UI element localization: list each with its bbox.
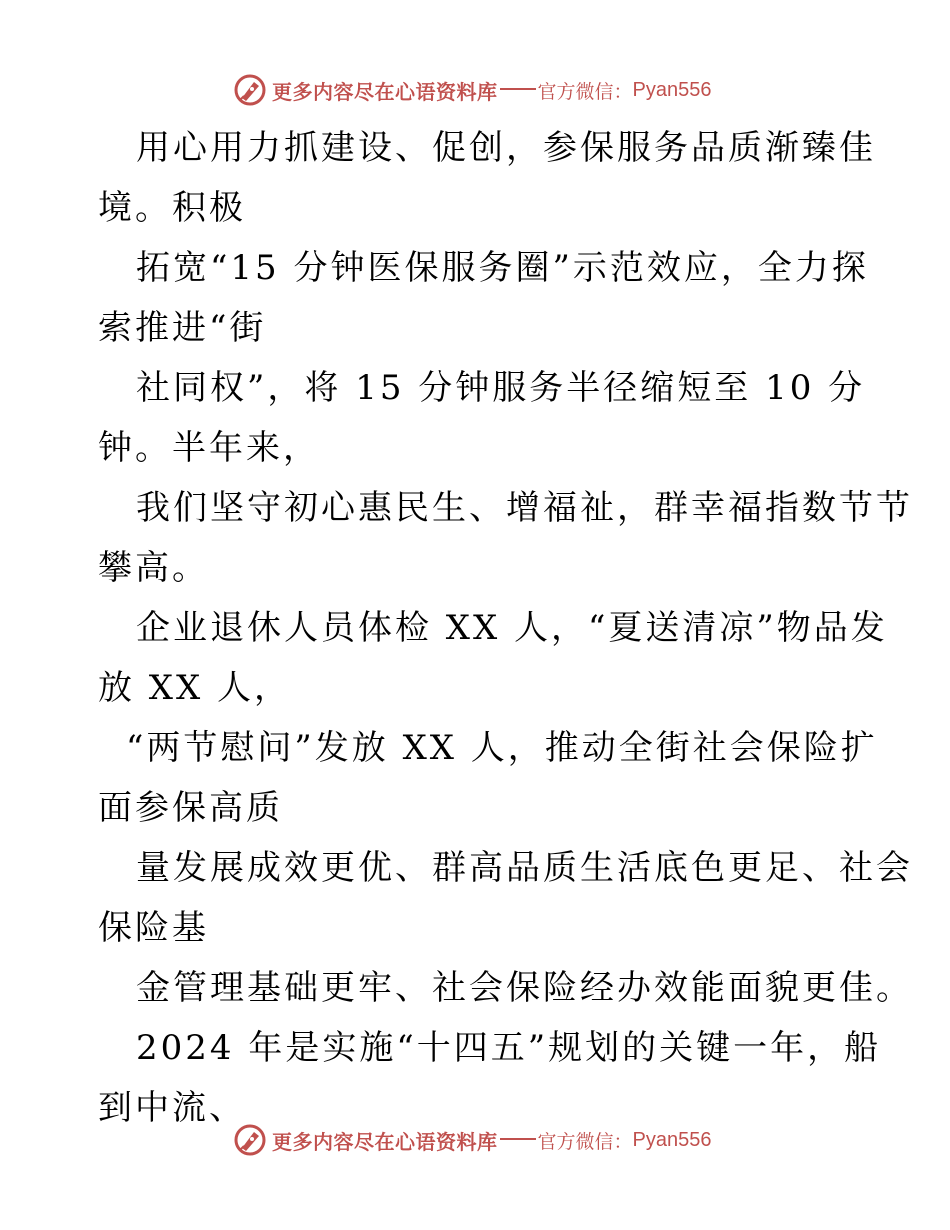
text-line: 社同权”，将 15 分钟服务半径缩短至 10 分 xyxy=(136,368,866,408)
text-line: 拓宽“15 分钟医保服务圈”示范效应，全力探 xyxy=(136,248,869,288)
footer-wechat-id: Pyan556 xyxy=(632,1128,712,1151)
text-line: 到中流、 xyxy=(98,1088,246,1128)
text-line: 企业退休人员体检 XX 人，“夏送清凉”物品发 xyxy=(136,608,888,648)
footer-wechat-label: 官方微信： xyxy=(537,1130,633,1153)
pen-nib-circle-icon xyxy=(232,72,268,108)
header-brand-text: 更多内容尽在心语资料库 xyxy=(272,79,498,104)
text-line: 钟。半年来， xyxy=(98,428,320,468)
header-wechat-label: 官方微信： xyxy=(537,80,633,103)
text-line: “两节慰问”发放 XX 人，推动全街社会保险扩 xyxy=(126,728,878,768)
header-banner xyxy=(232,70,752,110)
footer-dash-divider xyxy=(500,1138,536,1140)
text-line: 量发展成效更优、群高品质生活底色更足、社会 xyxy=(136,848,913,888)
text-line: 我们坚守初心惠民生、增福祉，群幸福指数节节 xyxy=(136,488,913,528)
document-body xyxy=(98,118,913,1138)
text-line: 面参保高质 xyxy=(98,788,283,828)
header-dash-divider xyxy=(500,88,536,90)
text-line: 放 XX 人， xyxy=(98,668,292,708)
text-line: 2024 年是实施“十四五”规划的关键一年，船 xyxy=(136,1028,882,1068)
header-wechat-id: Pyan556 xyxy=(632,78,712,101)
text-line: 境。积极 xyxy=(98,188,246,228)
text-line: 攀高。 xyxy=(98,548,209,588)
footer-brand-text: 更多内容尽在心语资料库 xyxy=(272,1129,498,1154)
text-line: 保险基 xyxy=(98,908,209,948)
text-line: 用心用力抓建设、促创，参保服务品质渐臻佳 xyxy=(136,128,876,168)
footer-banner xyxy=(232,1120,752,1160)
pen-nib-circle-icon xyxy=(232,1122,268,1158)
text-line: 索推进“街 xyxy=(98,308,267,348)
text-line: 金管理基础更牢、社会保险经办效能面貌更佳。 xyxy=(136,968,913,1008)
